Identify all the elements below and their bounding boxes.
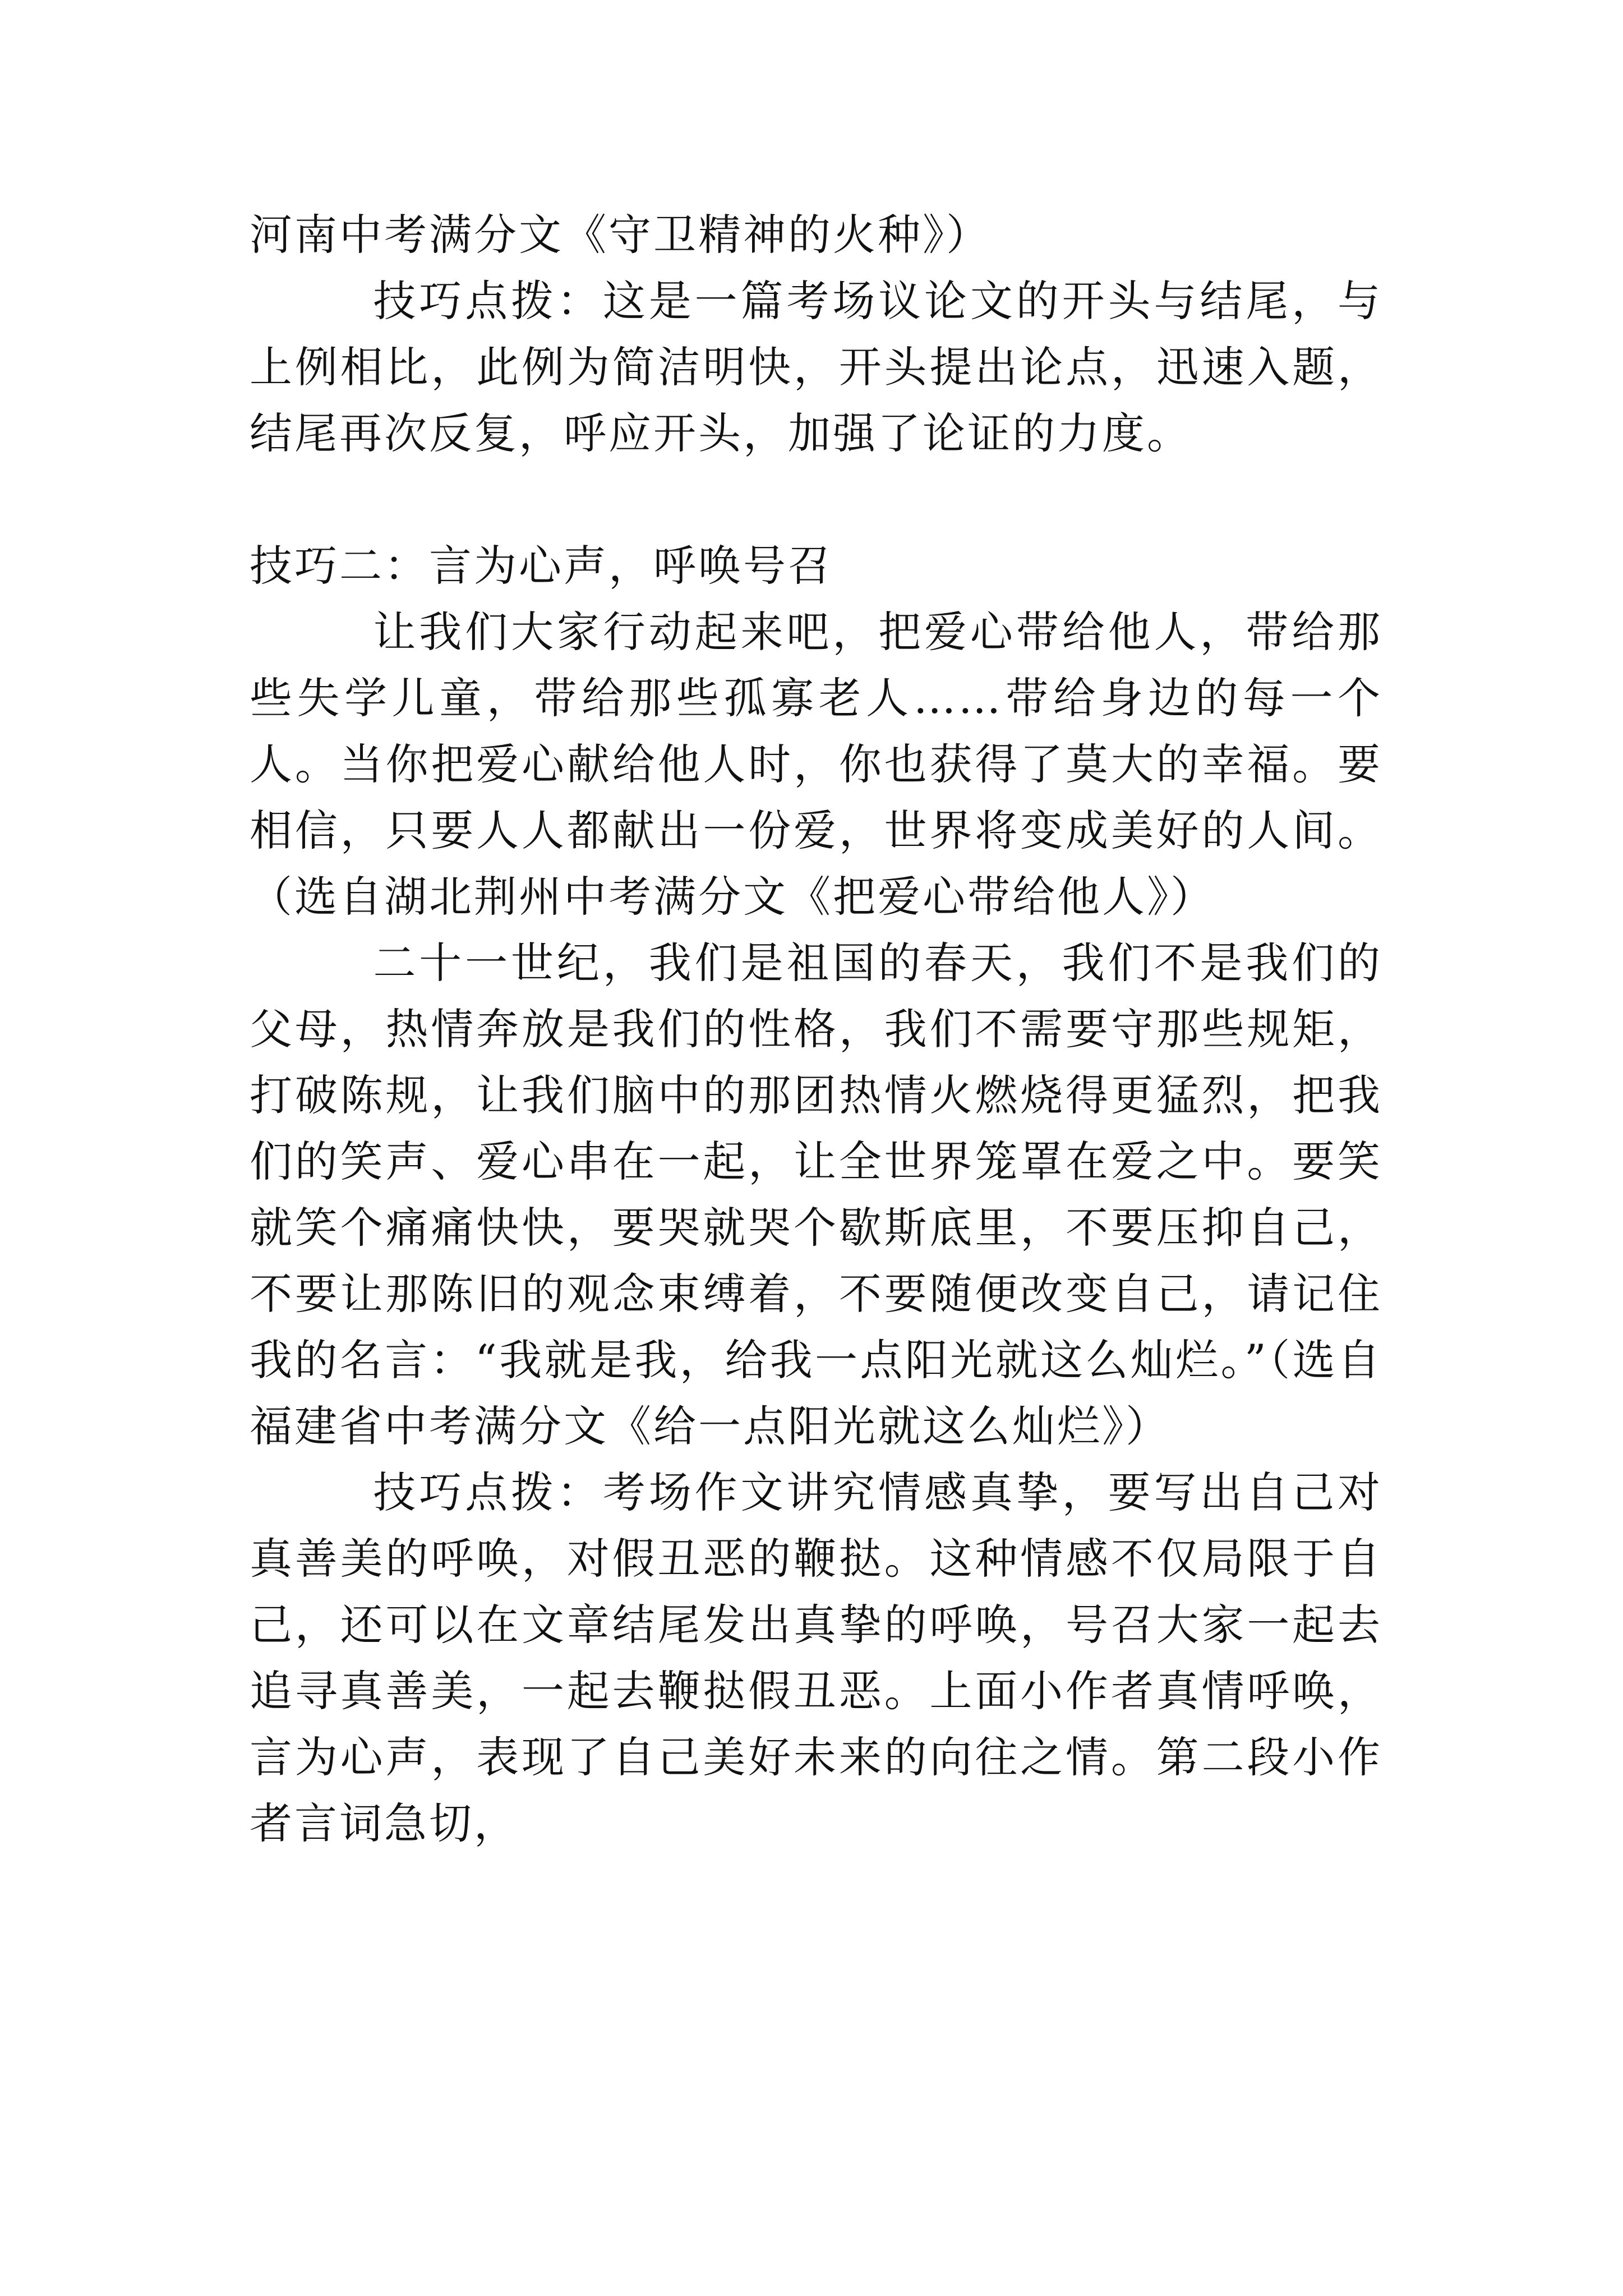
paragraph-technique-comment-1: 技巧点拨：这是一篇考场议论文的开头与结尾，与上例相比，此例为简洁明快，开头提出论点，迅速入题，结尾再次反复，呼应开头，加强了论证的力度。 (250, 276, 1382, 458)
section-heading: 技巧二：言为心声，呼唤号召 (250, 541, 833, 591)
paragraph-source-note: 河南中考满分文《守卫精神的火种》） (250, 210, 991, 260)
paragraph-technique-comment-2: 技巧点拨：考场作文讲究情感真挚，要写出自己对真善美的呼唤，对假丑恶的鞭挞。这种情感不仅局限于自己，还可以在文章结尾发出真挚的呼唤，号召大家一起去追寻真善美，一起去鞭挞假丑恶。上面小作者真情呼唤，言为心声，表现了自己美好未来的向往之情。第二段小作者言词急切， (250, 1467, 1382, 1848)
paragraph-spacer (250, 467, 1382, 533)
paragraph-example-2: 二十一世纪，我们是祖国的春天，我们不是我们的父母，热情奔放是我们的性格，我们不需要守那些规矩，打破陈规，让我们脑中的那团热情火燃烧得更猛烈，把我们的笑声、爱心串在一起，让全世界笼罩在爱之中。要笑就笑个痛痛快快，要哭就哭个歇斯底里，不要压抑自己，不要让那陈旧的观念束缚着，不要随便改变自己，请记住我的名言：“我就是我，给我一点阳光就这么灿烂。”（选自福建省中考满分文《给一点阳光就这么灿烂》） (250, 938, 1382, 1451)
paragraph-example-1: 让我们大家行动起来吧，把爱心带给他人，带给那些失学儿童，带给那些孤寡老人……带给身边的每一个人。当你把爱心献给他人时，你也获得了莫大的幸福。要相信，只要人人都献出一份爱，世界将变成美好的人间。（选自湖北荆州中考满分文《把爱心带给他人》） (250, 607, 1382, 922)
document-body (250, 202, 1382, 1857)
